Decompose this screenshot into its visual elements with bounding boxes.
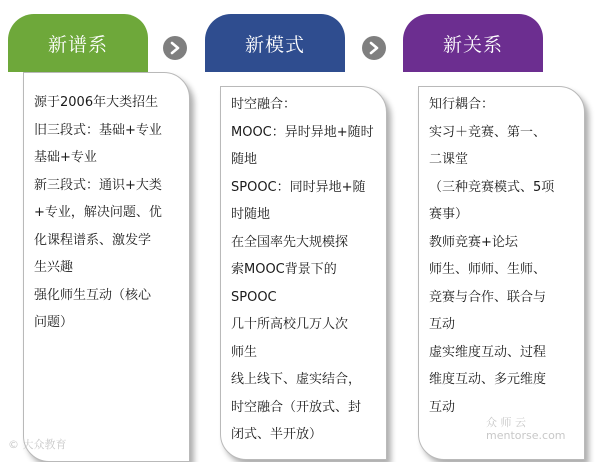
- watermark-left: © 大众教育: [8, 438, 67, 451]
- card-line: 化课程谱系、激发学: [34, 232, 152, 248]
- card-line: 新三段式：通识+大类: [34, 177, 162, 193]
- watermark-right: [486, 416, 566, 442]
- card-line: 赛事）: [429, 207, 469, 222]
- card-line: 基础+专业: [34, 150, 97, 165]
- card-line: 随地: [231, 152, 258, 167]
- card-line: 闭式、半开放）: [231, 427, 323, 442]
- card-line: 师生、师师、生师、: [429, 262, 547, 277]
- card-line: 虚实维度互动、过程: [429, 344, 547, 360]
- card-line: 在全国率先大规模探: [231, 234, 349, 250]
- card-line: 生兴趣: [34, 260, 74, 275]
- header-title: 新关系: [442, 33, 503, 56]
- card-line: 互动: [429, 317, 456, 332]
- card-line: 索MOOC背景下的: [231, 262, 337, 277]
- header-title: 新谱系: [47, 33, 108, 56]
- card-line: 问题）: [34, 315, 74, 330]
- header-new-mode: [205, 14, 345, 72]
- card-line: （三种竞赛模式、5项: [429, 179, 555, 195]
- card-line: 线上线下、虚实结合，: [231, 372, 362, 387]
- card-new-mode: [220, 86, 387, 460]
- watermark-right-line1: 众 师 云: [486, 416, 526, 429]
- card-line: +专业，解决问题、优: [34, 205, 162, 220]
- card-line: 源于2006年大类招生: [34, 95, 159, 110]
- card-line: 维度互动、多元维度: [429, 372, 547, 387]
- card-line: MOOC：异时异地+随时: [231, 124, 374, 140]
- card-line: 实习＋竞赛、第一、: [429, 124, 547, 140]
- card-line: SPOOC：同时异地+随: [231, 179, 366, 195]
- card-line: 知行耦合：: [429, 97, 495, 112]
- card-line: 时空融合：: [231, 97, 297, 112]
- card-line: 师生: [231, 344, 258, 360]
- chevron-right-icon: [163, 36, 187, 60]
- header-new-curriculum: [8, 14, 148, 72]
- card-line: 几十所高校几万人次: [231, 317, 349, 332]
- card-line: SPOOC: [231, 289, 277, 305]
- card-new-relation: [418, 86, 585, 460]
- card-line: 教师竞赛+论坛: [429, 234, 518, 250]
- card-line: 旧三段式：基础+专业: [34, 122, 162, 138]
- card-new-curriculum: [23, 72, 190, 462]
- card-line: 二课堂: [429, 152, 469, 167]
- chevron-right-icon: [362, 36, 386, 60]
- header-title: 新模式: [244, 33, 305, 56]
- card-line: 竞赛与合作、联合与: [429, 289, 547, 305]
- card-line: 时空融合（开放式、封: [231, 399, 362, 415]
- card-line: 强化师生互动（核心: [34, 287, 152, 303]
- header-new-relation: [403, 14, 543, 72]
- card-line: 互动: [429, 399, 456, 415]
- watermark-right-line2: mentorse.com: [486, 429, 566, 442]
- card-line: 时随地: [231, 207, 271, 222]
